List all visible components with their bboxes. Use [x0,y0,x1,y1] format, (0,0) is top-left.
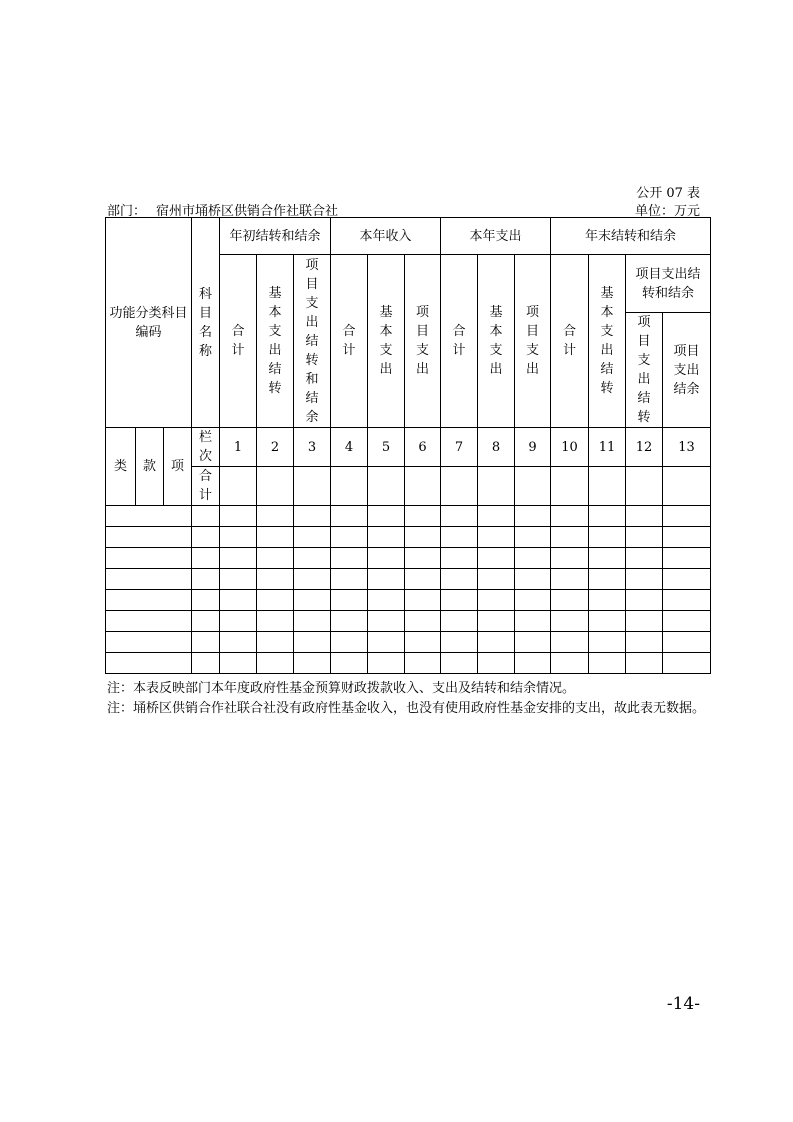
closing-project-carry-surplus: 项目支出结转和结余 [626,255,711,313]
form-number: 公开 07 表 [636,186,700,201]
column-number: 10 [551,428,589,467]
expense-project: 项目支出 [515,255,551,428]
column-number: 11 [589,428,626,467]
subject-name-header: 科目名称 [192,218,220,428]
income-project: 项目支出 [405,255,441,428]
table-row [106,611,711,632]
column-number: 2 [257,428,294,467]
column-number: 9 [515,428,551,467]
code-part-item: 项 [164,428,192,506]
func-code-header: 功能分类科目编码 [106,218,192,428]
notes [107,679,707,719]
code-part-section: 款 [136,428,164,506]
note-line: 注：埇桥区供销合作社联合社没有政府性基金收入，也没有使用政府性基金安排的支出，故此表无数据。 [107,701,706,716]
group-closing-balance: 年末结转和结余 [551,218,711,255]
opening-total: 合计 [220,255,257,428]
group-opening-balance: 年初结转和结余 [220,218,331,255]
closing-project-surplus: 项目支出结余 [663,313,711,428]
row-index-label: 栏次 [192,428,220,467]
code-part-category: 类 [106,428,136,506]
fund-table [105,217,711,674]
unit-label: 单位：万元 [634,204,700,219]
column-number: 13 [663,428,711,467]
column-number: 4 [331,428,368,467]
table-row [106,506,711,527]
group-expense: 本年支出 [441,218,551,255]
expense-basic: 基本支出 [478,255,515,428]
closing-project-carry: 项目支出结转 [626,313,663,428]
table-row [106,590,711,611]
department-name: 宿州市埇桥区供销合作社联合社 [156,204,339,219]
table-row [106,548,711,569]
department-label: 部门： [107,204,147,219]
column-number: 1 [220,428,257,467]
column-number: 6 [405,428,441,467]
page-number: -14- [666,994,700,1014]
group-income: 本年收入 [331,218,441,255]
opening-basic-carry: 基本支出结转 [257,255,294,428]
opening-project-carry-surplus: 项目支出结转和结余 [294,255,331,428]
note-line: 注：本表反映部门本年度政府性基金预算财政拨款收入、支出及结转和结余情况。 [107,681,576,696]
closing-total: 合计 [551,255,589,428]
column-number: 12 [626,428,663,467]
income-total: 合计 [331,255,368,428]
income-basic: 基本支出 [368,255,405,428]
table-row [106,632,711,653]
column-number: 3 [294,428,331,467]
column-number: 7 [441,428,478,467]
table-row [106,569,711,590]
total-row-label: 合计 [192,467,220,506]
expense-total: 合计 [441,255,478,428]
column-number: 8 [478,428,515,467]
column-number: 5 [368,428,405,467]
table-row [106,653,711,674]
closing-basic-carry: 基本支出结转 [589,255,626,428]
table-row [106,527,711,548]
